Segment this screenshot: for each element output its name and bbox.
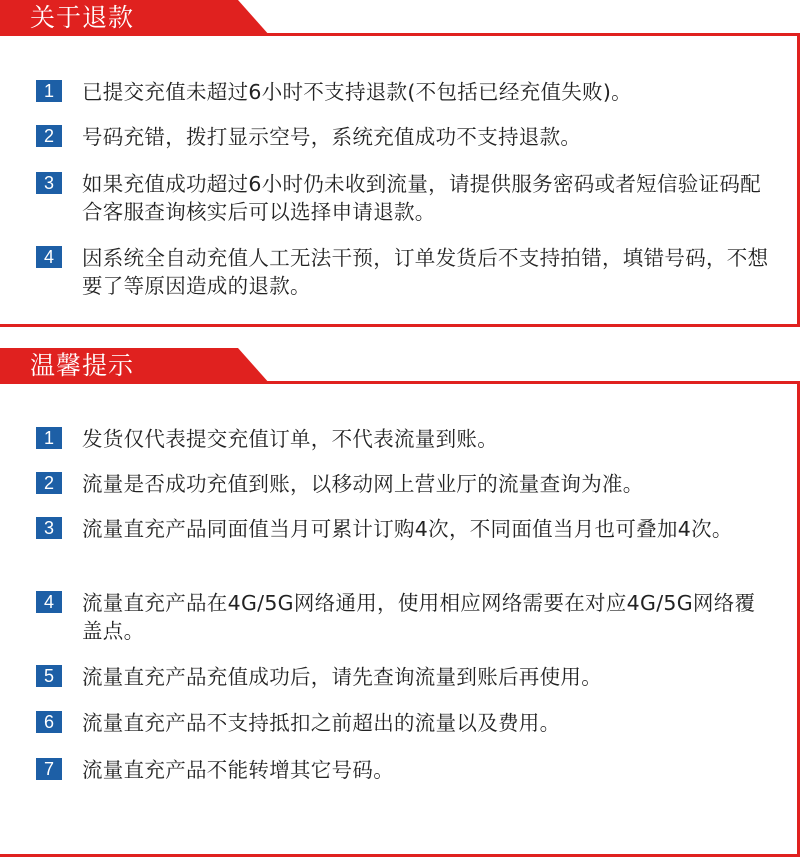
- tips-item-number: 4: [36, 591, 62, 613]
- refund-item-number: 3: [36, 172, 62, 194]
- tips-item-text: 流量直充产品在4G/5G网络通用，使用相应网络需要在对应4G/5G网络覆盖点。: [82, 591, 756, 643]
- tips-item-text: 流量是否成功充值到账，以移动网上营业厅的流量查询为准。: [82, 472, 644, 496]
- refund-item-text: 号码充错，拨打显示空号，系统充值成功不支持退款。: [82, 125, 582, 149]
- tips-item-text: 流量直充产品不支持抵扣之前超出的流量以及费用。: [82, 711, 561, 735]
- tips-item-number: 1: [36, 427, 62, 449]
- tips-item-number: 2: [36, 472, 62, 494]
- tips-item-text: 流量直充产品不能转增其它号码。: [82, 758, 394, 782]
- refund-title: 关于退款: [30, 3, 135, 32]
- tips-item-number: 6: [36, 711, 62, 733]
- tips-item-number: 3: [36, 517, 62, 539]
- refund-section: [0, 0, 800, 330]
- refund-item-number: 2: [36, 125, 62, 147]
- tips-section: [0, 348, 800, 800]
- refund-header: [0, 0, 800, 36]
- refund-item-text: 因系统全自动充值人工无法干预，订单发货后不支持拍错，填错号码，不想要了等原因造成的退款。: [82, 246, 769, 298]
- tips-item-number: 7: [36, 758, 62, 780]
- tips-item-text: 发货仅代表提交充值订单，不代表流量到账。: [82, 427, 498, 451]
- refund-item-number: 1: [36, 80, 62, 102]
- refund-item-number: 4: [36, 246, 62, 268]
- tips-title: 温馨提示: [30, 351, 135, 380]
- tips-item-text: 流量直充产品同面值当月可累计订购4次，不同面值当月也可叠加4次。: [82, 517, 733, 541]
- refund-item-text: 已提交充值未超过6小时不支持退款(不包括已经充值失败)。: [82, 80, 632, 104]
- tips-item-number: 5: [36, 665, 62, 687]
- tips-item-text: 流量直充产品充值成功后，请先查询流量到账后再使用。: [82, 665, 602, 689]
- refund-item-text: 如果充值成功超过6小时仍未收到流量，请提供服务密码或者短信验证码配合客服查询核实后可以选择申请退款。: [82, 172, 761, 224]
- tips-header: [0, 348, 800, 384]
